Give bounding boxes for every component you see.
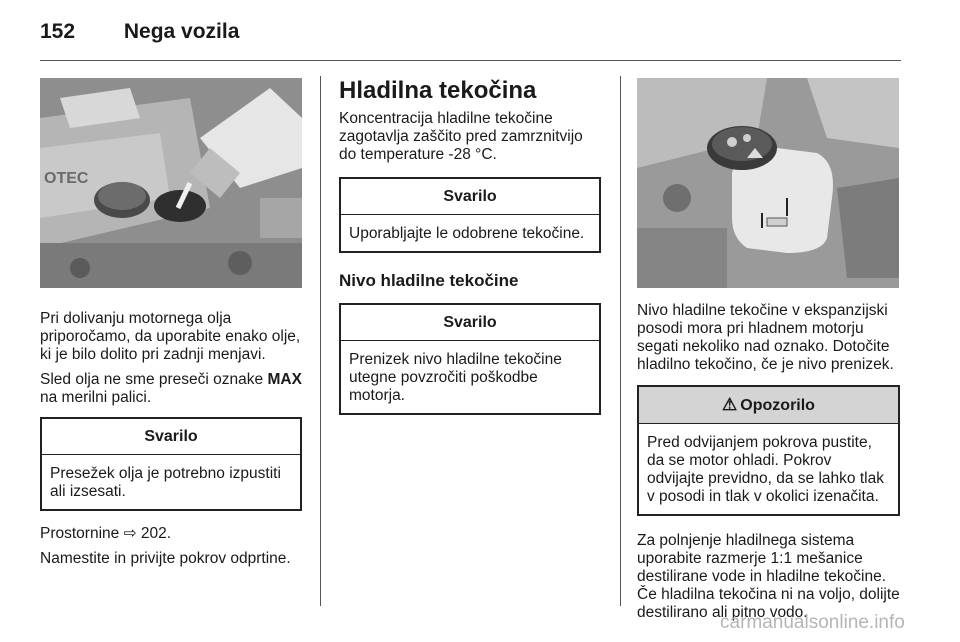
warning-title: Opozorilo — [740, 397, 815, 414]
caution-title: Svarilo — [341, 305, 599, 341]
page-number: 152 — [40, 20, 76, 43]
capacities-reference: Prostornine ⇨ 202. — [40, 525, 172, 542]
coolant-fill-text: Za polnjenje hladilnega sistema uporabite razmerje 1:1 mešanice destilirane vode in hladilne tekočine. Če hladilna tekočina ni na voljo, dolijte destilirano ali pitno vodo. — [637, 532, 900, 621]
caution-text: Uporabljajte le odobrene tekočine. — [349, 225, 585, 242]
oil-max-text: Sled olja ne sme preseči oznake MAX na merilni palici. — [40, 371, 302, 406]
warning-box — [637, 385, 900, 516]
column-divider-2 — [620, 76, 621, 606]
warning-text: Pred odvijanjem pokrova pustite, da se motor ohladi. Pokrov odvijajte previdno, da se lahko tlak v posodi in tlak v okolici izenačita. — [647, 434, 884, 505]
subsection-heading: Nivo hladilne tekočine — [339, 271, 519, 290]
caution-box-oil — [40, 417, 302, 511]
middle-column — [339, 78, 601, 415]
oil-filling-illustration — [40, 78, 302, 288]
caution-box-level — [339, 303, 601, 415]
page-title: Nega vozila — [123, 20, 240, 43]
watermark: carmanualsonline.info — [720, 612, 905, 633]
oil-refill-text: Pri dolivanju motornega olja priporočamo, da uporabite enako olje, ki je bilo dolito pri zadnji menjavi. — [40, 310, 301, 363]
coolant-level-text: Nivo hladilne tekočine v ekspanzijski posodi mora pri hladnem motorju segati nekoliko nad oznako. Dotočite hladilno tekočino, če je nivo prenizek. — [637, 302, 894, 373]
coolant-tank-image — [637, 78, 899, 288]
caution-text: Presežek olja je potrebno izpustiti ali izsesati. — [50, 465, 281, 500]
caution-text: Prenizek nivo hladilne tekočine utegne povzročiti poškodbe motorja. — [349, 351, 562, 404]
warning-icon: ⚠ — [722, 395, 738, 414]
coolant-reservoir-illustration — [637, 78, 899, 288]
caution-title: Svarilo — [341, 179, 599, 215]
right-column — [637, 78, 900, 629]
column-divider-1 — [320, 76, 321, 606]
engine-label: OTEC — [44, 170, 89, 187]
cap-install-text: Namestite in privijte pokrov odprtine. — [40, 550, 291, 567]
section-heading: Hladilna tekočina — [339, 77, 537, 104]
page-header — [40, 20, 239, 44]
caution-box-coolant — [339, 177, 601, 253]
header-rule — [40, 60, 901, 61]
caution-title: Svarilo — [42, 419, 300, 455]
max-label: MAX — [267, 371, 302, 388]
engine-oil-image — [40, 78, 302, 288]
left-column — [40, 78, 302, 575]
coolant-intro-text: Koncentracija hladilne tekočine zagotavlja zaščito pred zamrznitvijo do temperature -28 °C. — [339, 110, 583, 163]
warning-header — [639, 387, 898, 424]
